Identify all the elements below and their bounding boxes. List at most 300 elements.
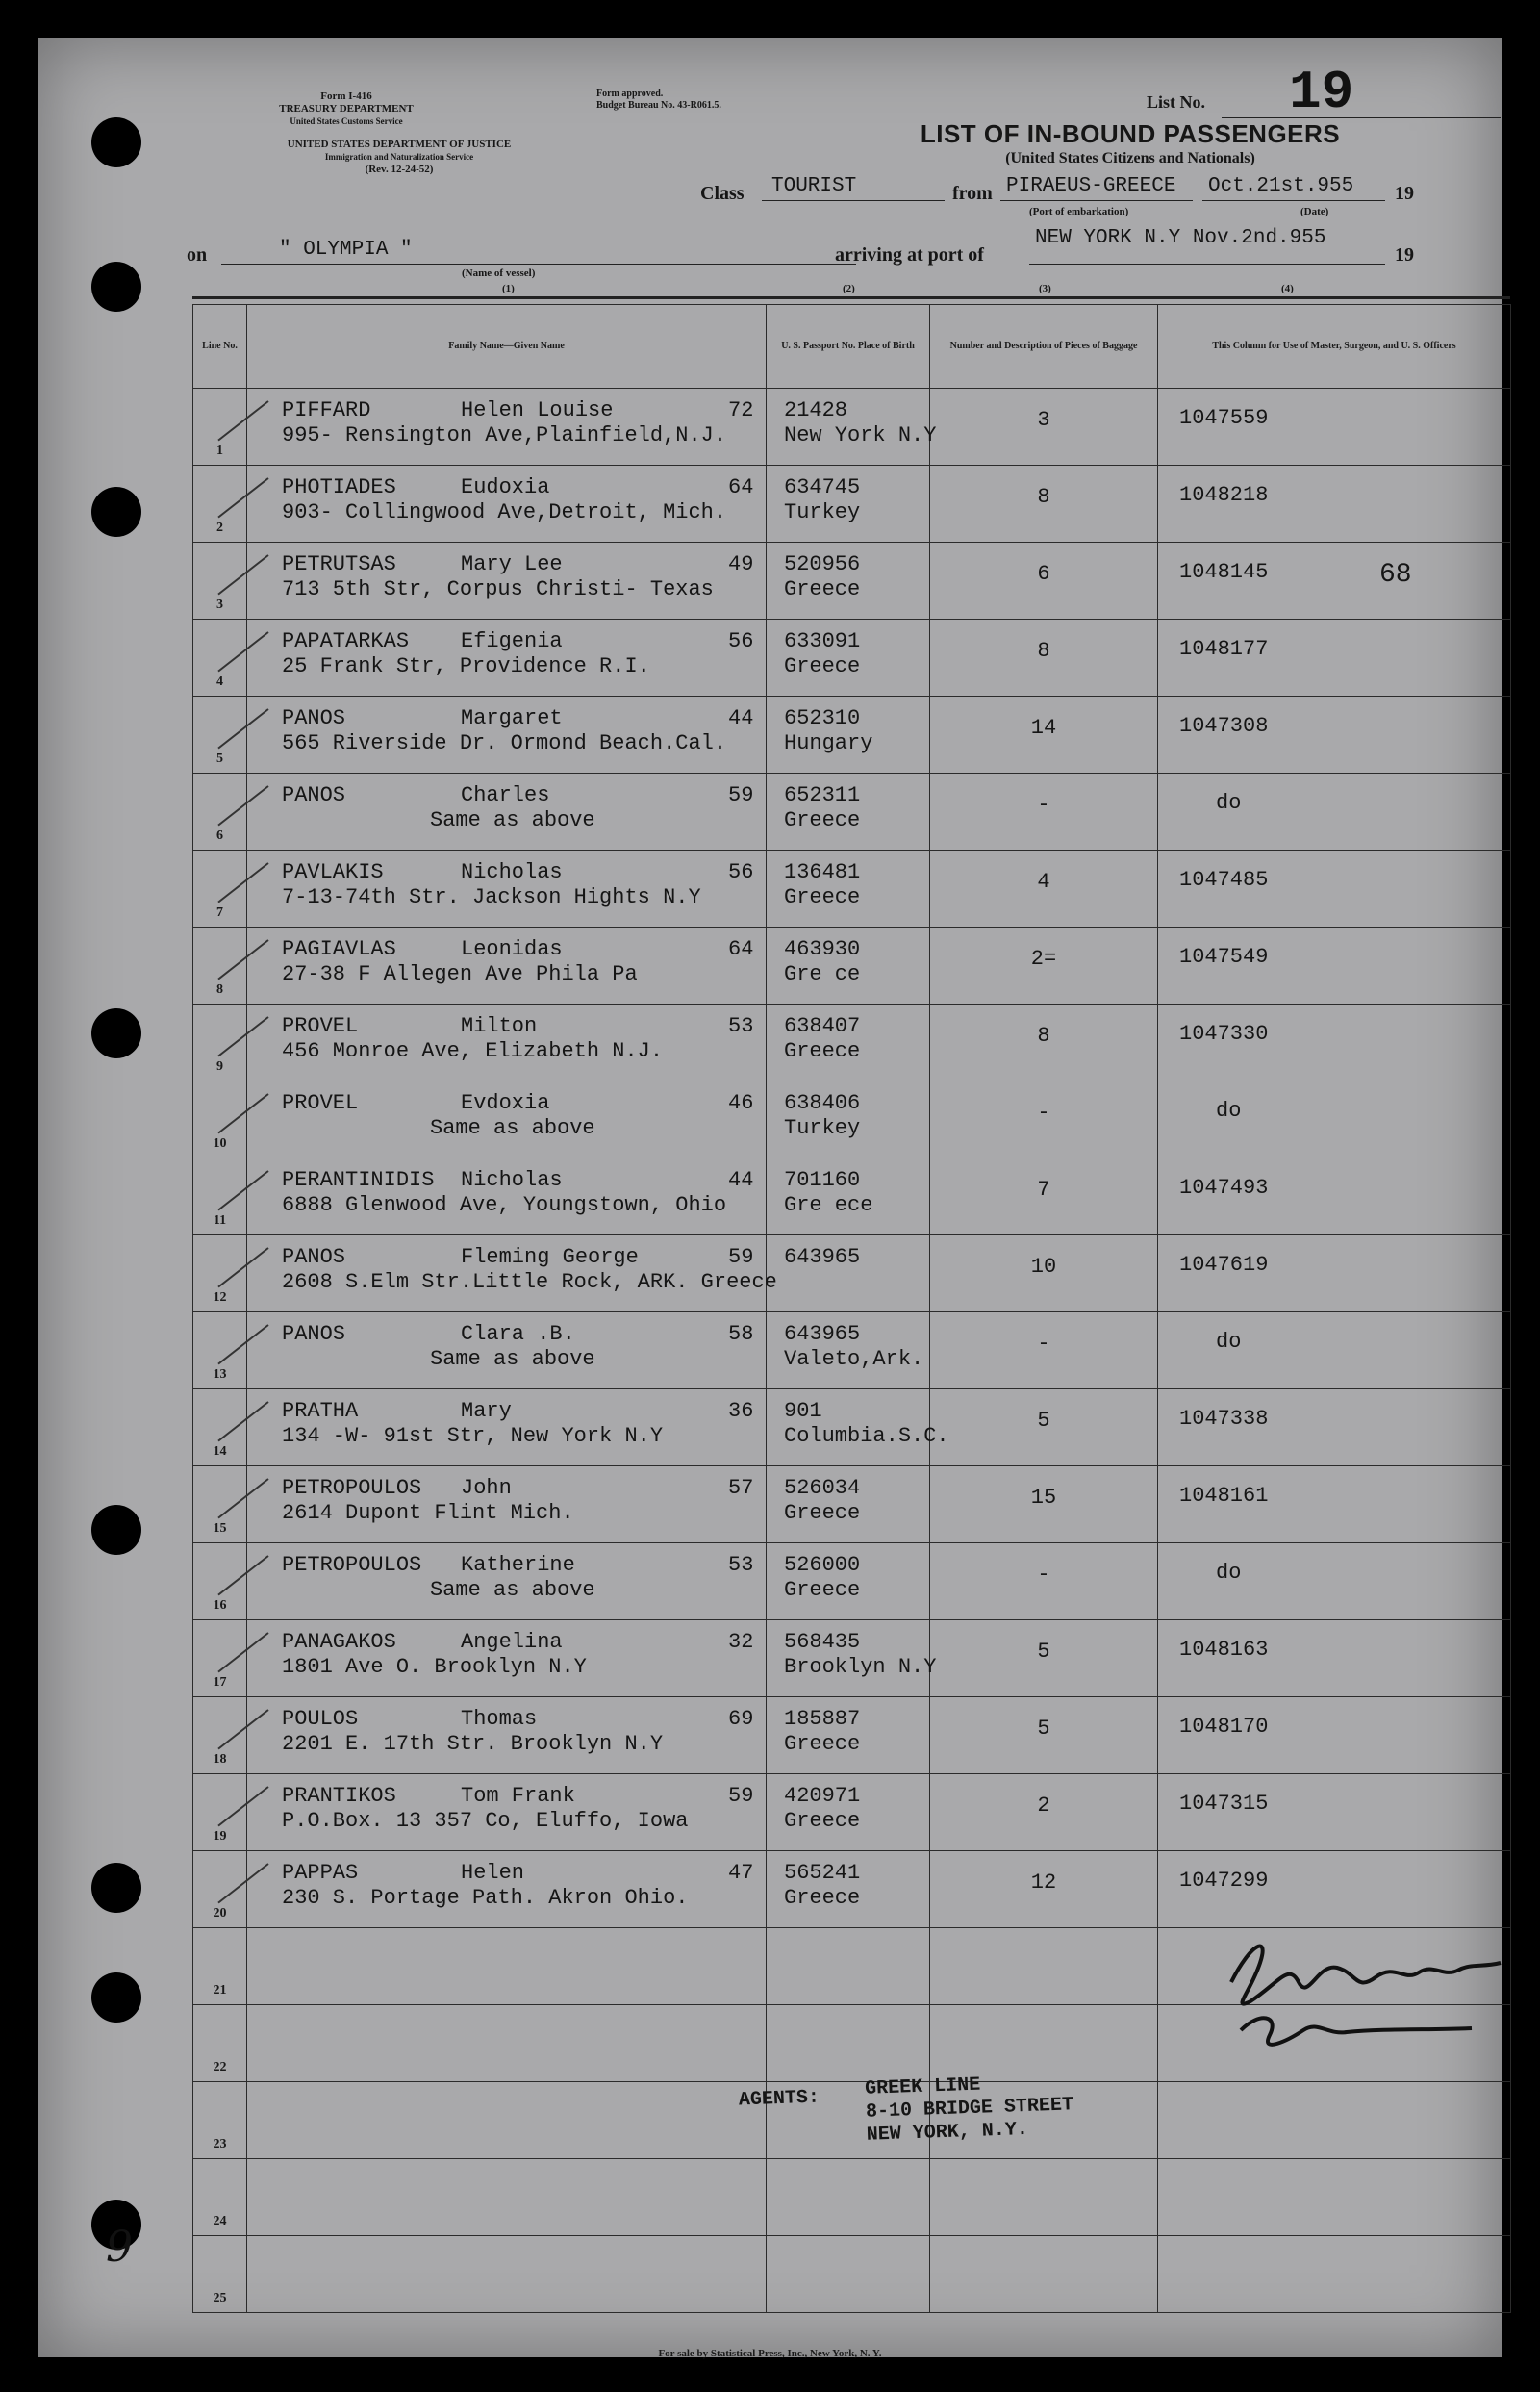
name-cell [247,1774,767,1851]
budget-bureau: Budget Bureau No. 43-R061.5. [596,100,721,111]
name-cell [247,620,767,697]
place-of-birth: Greece [784,808,861,832]
passport-cell [767,851,930,928]
passport-number: 652311 [784,783,861,807]
given-name: Charles [461,783,550,807]
official-number: do [1216,1330,1242,1354]
official-number: 1048218 [1179,483,1269,507]
name-cell [247,1851,767,1928]
header-rule [192,296,1510,299]
name-cell [247,466,767,543]
officer-cell [1158,2159,1511,2236]
address: 1801 Ave O. Brooklyn N.Y [282,1655,587,1679]
place-of-birth: New York N.Y [784,423,937,447]
line-cell [193,1774,247,1851]
baggage-cell [930,1466,1158,1543]
family-name: PROVEL [282,1014,359,1038]
age: 46 [728,1091,754,1115]
line-number: 18 [213,1752,227,1767]
line-number: 11 [213,1213,227,1228]
officer-cell [1158,1466,1511,1543]
passport-cell [767,543,930,620]
given-name: Helen Louise [461,398,614,422]
punch-hole [91,1972,141,2023]
baggage-count: 8 [1037,485,1050,509]
list-no-label: List No. [1147,92,1206,112]
line-number: 5 [216,751,223,766]
officer-cell [1158,1005,1511,1081]
margin-mark: 9 [106,2223,133,2272]
table-row [193,1620,1511,1697]
baggage-count: 5 [1037,1717,1050,1741]
officer-cell [1158,1543,1511,1620]
baggage-count: - [1037,1563,1050,1587]
baggage-cell [930,1851,1158,1928]
age: 59 [728,1245,754,1269]
line-cell [193,2159,247,2236]
baggage-count: 15 [1030,1486,1057,1510]
passport-cell [767,928,930,1005]
officer-cell [1158,2236,1511,2313]
place-of-birth: Turkey [784,1116,861,1140]
official-number: 1047299 [1179,1869,1269,1893]
official-number: 1047619 [1179,1253,1269,1277]
address: 134 -W- 91st Str, New York N.Y [282,1424,664,1448]
col-header-passport: U. S. Passport No. Place of Birth [767,305,930,389]
line-number: 23 [213,2137,227,2151]
baggage-cell [930,620,1158,697]
official-number: 1047338 [1179,1407,1269,1431]
family-name: PRATHA [282,1399,359,1423]
family-name: PAVLAKIS [282,860,384,884]
address: 2201 E. 17th Str. Brooklyn N.Y [282,1732,664,1756]
given-name: Angelina [461,1630,563,1654]
baggage-count: 3 [1037,408,1050,432]
line-cell [193,543,247,620]
officer-cell [1158,697,1511,774]
age: 59 [728,783,754,807]
name-cell [247,1620,767,1697]
baggage-cell [930,928,1158,1005]
treasury-block [260,90,433,128]
line-number: 3 [216,598,223,612]
address: 456 Monroe Ave, Elizabeth N.J. [282,1039,664,1063]
line-cell [193,1235,247,1312]
address: 7-13-74th Str. Jackson Hights N.Y [282,885,701,909]
officer-cell [1158,389,1511,466]
given-name: Thomas [461,1707,538,1731]
line-cell [193,389,247,466]
family-name: PANAGAKOS [282,1630,396,1654]
officer-cell [1158,1389,1511,1466]
age: 57 [728,1476,754,1500]
embark-caption: (Port of embarkation) [1029,206,1129,217]
passport-cell [767,1851,930,1928]
place-of-birth: Greece [784,1501,861,1525]
passport-number: 520956 [784,552,861,576]
table-row [193,1543,1511,1620]
justice-block [197,139,601,176]
given-name: Margaret [461,706,563,730]
age: 58 [728,1322,754,1346]
line-number: 7 [216,905,223,920]
year-prefix: 19 [1395,183,1414,204]
line-number: 10 [213,1136,227,1151]
officer-cell [1158,1851,1511,1928]
official-number: 1047549 [1179,945,1269,969]
table-row [193,389,1511,466]
address: 2608 S.Elm Str.Little Rock, ARK. Greece [282,1270,777,1294]
given-name: Mary [461,1399,512,1423]
passport-cell [767,1620,937,1697]
family-name: POULOS [282,1707,359,1731]
official-number: 1047308 [1179,714,1269,738]
baggage-cell [930,1235,1158,1312]
table-row [193,1851,1511,1928]
age: 36 [728,1399,754,1423]
table-row [193,2159,1511,2236]
line-cell [193,2005,247,2082]
address: Same as above [430,808,595,832]
baggage-cell [930,1312,1158,1389]
table-row [193,1005,1511,1081]
class-value: TOURIST [771,175,857,197]
age: 44 [728,706,754,730]
name-cell [247,1543,767,1620]
passport-number: 638407 [784,1014,861,1038]
line-number: 25 [213,2291,227,2305]
name-cell [247,1158,767,1235]
line-cell [193,851,247,928]
family-name: PERANTINIDIS [282,1168,435,1192]
passport-cell [767,1235,930,1312]
place-of-birth: Valeto,Ark. [784,1347,924,1371]
baggage-count: 4 [1037,870,1050,894]
passport-number: 526000 [784,1553,861,1577]
place-of-birth: Greece [784,885,861,909]
passport-number: 701160 [784,1168,861,1192]
table-row [193,1312,1511,1389]
passport-number: 565241 [784,1861,861,1885]
passport-cell [767,1312,930,1389]
passport-number: 643965 [784,1322,861,1346]
line-cell [193,1466,247,1543]
baggage-cell [930,1005,1158,1081]
table-row [193,928,1511,1005]
table-row [193,1697,1511,1774]
line-cell [193,1158,247,1235]
place-of-birth: Turkey [784,500,861,524]
baggage-cell [930,1158,1158,1235]
passport-number: 526034 [784,1476,861,1500]
passport-cell [767,1466,930,1543]
passport-number: 21428 [784,398,848,422]
line-number: 1 [216,444,223,458]
printer-footer: For sale by Statistical Press, Inc., New York, N. Y. [658,2348,882,2359]
agent-city: NEW YORK, N.Y. [866,2118,1029,2147]
passport-number: 901 [784,1399,822,1423]
name-cell [247,1389,767,1466]
date-line [1202,200,1385,201]
passport-cell [767,1774,930,1851]
baggage-cell [930,1543,1158,1620]
baggage-cell [930,2159,1158,2236]
address: Same as above [430,1578,595,1602]
officer-cell [1158,1235,1511,1312]
name-cell [247,2159,767,2236]
line-number: 21 [213,1983,227,1998]
line-cell [193,1312,247,1389]
given-name: Nicholas [461,860,563,884]
name-cell [247,2005,767,2082]
col-num-2: (2) [843,283,855,294]
baggage-count: 5 [1037,1640,1050,1664]
arriving-label: arriving at port of [835,244,984,266]
baggage-cell [930,1620,1158,1697]
embark-line [1000,200,1193,201]
line-number: 6 [216,828,223,843]
official-note: 68 [1379,560,1412,590]
baggage-count: 8 [1037,639,1050,663]
officer-cell [1158,1312,1511,1389]
vessel-caption: (Name of vessel) [462,267,536,279]
line-number: 9 [216,1059,223,1074]
official-number: 1048145 [1179,560,1269,584]
official-number: 1048161 [1179,1484,1269,1508]
given-name: Leonidas [461,937,563,961]
baggage-cell [930,774,1158,851]
place-of-birth: Greece [784,1039,861,1063]
name-cell [247,697,767,774]
baggage-cell [930,1389,1158,1466]
customs-service: United States Customs Service [290,116,403,126]
passport-cell [767,2005,930,2082]
passport-cell [767,466,930,543]
punch-hole [91,117,141,167]
line-number: 14 [213,1444,227,1459]
port-of-embarkation: PIRAEUS-GREECE [1006,175,1176,197]
line-number: 20 [213,1906,227,1921]
age: 72 [728,398,754,422]
family-name: PETROPOULOS [282,1553,422,1577]
line-number: 2 [216,521,223,535]
officer-cell [1158,1081,1511,1158]
given-name: Clara .B. [461,1322,575,1346]
given-name: Nicholas [461,1168,563,1192]
address: 230 S. Portage Path. Akron Ohio. [282,1886,689,1910]
baggage-count: 10 [1030,1255,1057,1279]
age: 56 [728,860,754,884]
address: 25 Frank Str, Providence R.I. [282,654,650,678]
place-of-birth: Greece [784,654,861,678]
treasury-dept: TREASURY DEPARTMENT [279,103,414,115]
name-cell [247,389,767,466]
officer-signature [1212,1924,1520,2069]
line-number: 24 [213,2214,227,2228]
table-row [193,1389,1511,1466]
age: 53 [728,1553,754,1577]
officer-cell [1158,620,1511,697]
passport-cell [767,1389,949,1466]
place-of-birth: Gre ece [784,1193,873,1217]
passport-number: 185887 [784,1707,861,1731]
col-num-3: (3) [1039,283,1051,294]
table-row [193,1158,1511,1235]
official-number: do [1216,1099,1242,1123]
given-name: Efigenia [461,629,563,653]
family-name: PANOS [282,706,346,730]
family-name: PANOS [282,1245,346,1269]
family-name: PAPATARKAS [282,629,410,653]
line-cell [193,928,247,1005]
baggage-cell [930,697,1158,774]
address: 565 Riverside Dr. Ormond Beach.Cal. [282,731,727,755]
punch-hole [91,1863,141,1913]
line-number: 12 [213,1290,227,1305]
age: 53 [728,1014,754,1038]
given-name: Fleming George [461,1245,639,1269]
family-name: PIFFARD [282,398,371,422]
line-number: 4 [216,674,223,689]
line-cell [193,1620,247,1697]
line-cell [193,620,247,697]
departure-date: Oct.21st.955 [1208,175,1354,197]
name-cell [247,1312,767,1389]
line-cell [193,2236,247,2313]
baggage-count: 2 [1037,1794,1050,1818]
passport-cell [767,774,930,851]
passport-cell [767,389,937,466]
family-name: PRANTIKOS [282,1784,396,1808]
class-label: Class [700,183,745,204]
baggage-count: - [1037,1332,1050,1356]
punch-hole [91,487,141,537]
official-number: 1047330 [1179,1022,1269,1046]
baggage-count: 5 [1037,1409,1050,1433]
form-number: Form I-416 [320,90,372,102]
line-number: 13 [213,1367,227,1382]
family-name: PANOS [282,1322,346,1346]
age: 44 [728,1168,754,1192]
col-header-baggage: Number and Description of Pieces of Baggage [930,305,1158,389]
revision: (Rev. 12-24-52) [365,164,434,175]
line-number: 19 [213,1829,227,1844]
name-cell [247,2082,767,2159]
line-number: 22 [213,2060,227,2074]
age: 64 [728,937,754,961]
baggage-count: - [1037,1101,1050,1125]
table-row [193,1466,1511,1543]
officer-cell [1158,928,1511,1005]
table-row [193,1235,1511,1312]
age: 59 [728,1784,754,1808]
officer-cell [1158,466,1511,543]
given-name: John [461,1476,512,1500]
official-number: 1047493 [1179,1176,1269,1200]
ins-service: Immigration and Naturalization Service [324,152,474,162]
list-no-line [1222,117,1501,118]
official-number: 1048170 [1179,1715,1269,1739]
line-cell [193,1389,247,1466]
age: 64 [728,475,754,499]
col-num-1: (1) [502,283,515,294]
form-approved: Form approved. [596,89,664,99]
table-row [193,851,1511,928]
officer-cell [1158,1158,1511,1235]
line-cell [193,2082,247,2159]
passport-number: 136481 [784,860,861,884]
baggage-cell [930,1774,1158,1851]
officer-cell [1158,2082,1511,2159]
passport-cell [767,1005,930,1081]
passport-number: 463930 [784,937,861,961]
given-name: Eudoxia [461,475,550,499]
address: 713 5th Str, Corpus Christi- Texas [282,577,714,601]
name-cell [247,1697,767,1774]
family-name: PHOTIADES [282,475,396,499]
baggage-count: 8 [1037,1024,1050,1048]
age: 49 [728,552,754,576]
address: Same as above [430,1347,595,1371]
given-name: Mary Lee [461,552,563,576]
col-header-line: Line No. [193,305,247,389]
passport-cell [767,2236,930,2313]
passport-number: 634745 [784,475,861,499]
address: P.O.Box. 13 357 Co, Eluffo, Iowa [282,1809,689,1833]
family-name: PANOS [282,783,346,807]
baggage-count: 2= [1030,947,1057,971]
baggage-cell [930,1081,1158,1158]
given-name: Tom Frank [461,1784,575,1808]
name-cell [247,1005,767,1081]
name-cell [247,851,767,928]
name-cell [247,1081,767,1158]
official-number: 1047559 [1179,406,1269,430]
baggage-cell [930,851,1158,928]
baggage-count: 7 [1037,1178,1050,1202]
place-of-birth: Greece [784,1886,861,1910]
col-header-officers: This Column for Use of Master, Surgeon, and U. S. Officers [1158,305,1511,389]
passport-number: 568435 [784,1630,861,1654]
on-label: on [187,244,208,266]
place-of-birth: Gre ce [784,962,861,986]
official-number: do [1216,1561,1242,1585]
name-cell [247,1235,777,1312]
year-prefix-2: 19 [1395,244,1414,266]
list-no: 19 [1289,62,1354,123]
officer-cell [1158,1620,1511,1697]
address: 27-38 F Allegen Ave Phila Pa [282,962,638,986]
family-name: PETROPOULOS [282,1476,422,1500]
line-cell [193,1851,247,1928]
address: 2614 Dupont Flint Mich. [282,1501,574,1525]
officer-cell [1158,1697,1511,1774]
age: 69 [728,1707,754,1731]
line-cell [193,774,247,851]
table-row [193,466,1511,543]
name-cell [247,928,767,1005]
baggage-count: 14 [1030,716,1057,740]
age: 32 [728,1630,754,1654]
official-number: 1048177 [1179,637,1269,661]
passport-cell [767,697,930,774]
officer-cell [1158,543,1511,620]
baggage-count: 12 [1030,1870,1057,1895]
official-number: 1047315 [1179,1792,1269,1816]
passport-number: 652310 [784,706,861,730]
table-row [193,543,1511,620]
officer-cell [1158,774,1511,851]
